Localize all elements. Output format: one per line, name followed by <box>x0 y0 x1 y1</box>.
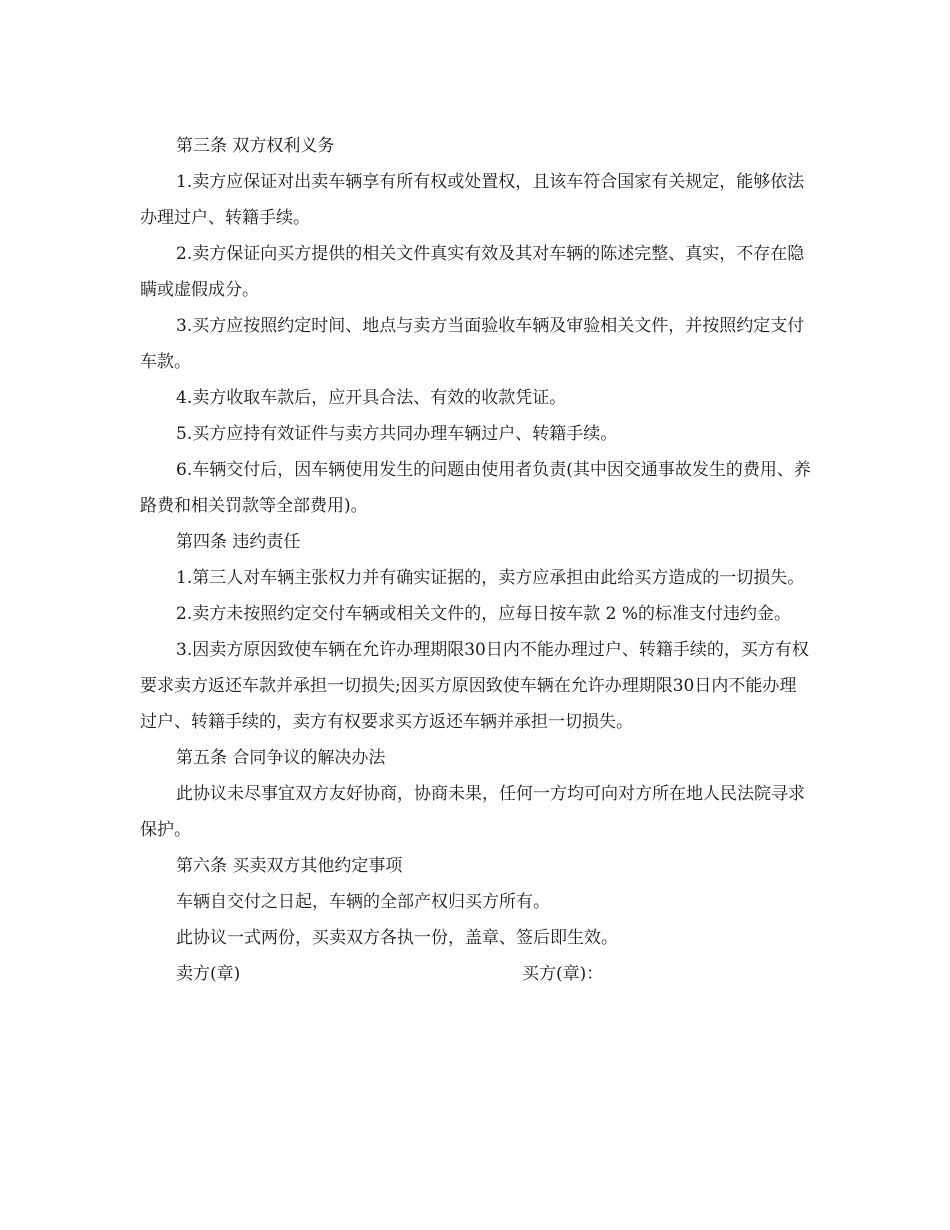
paragraph: 此协议一式两份，买卖双方各执一份，盖章、签后即生效。 <box>176 928 618 948</box>
paragraph: 2.卖方未按照约定交付车辆或相关文件的，应每日按车款 2 %的标准支付违约金。 <box>176 604 791 624</box>
paragraph: 1.第三人对车辆主张权力并有确实证据的，卖方应承担由此给买方造成的一切损失。 <box>176 568 805 588</box>
paragraph: 5.买方应持有效证件与卖方共同办理车辆过户、转籍手续。 <box>176 424 618 444</box>
seller-signature-label: 卖方(章) <box>176 964 241 984</box>
section-heading-6: 第六条 买卖双方其他约定事项 <box>176 856 403 876</box>
paragraph: 车辆自交付之日起，车辆的全部产权归买方所有。 <box>176 892 550 912</box>
paragraph: 6.车辆交付后，因车辆使用发生的问题由使用者负责(其中因交通事故发生的费用、养路费和相关罚款等全部费用)。 <box>140 460 811 516</box>
paragraph: 1.卖方应保证对出卖车辆享有所有权或处置权，且该车符合国家有关规定，能够依法办理过户、转籍手续。 <box>140 172 805 228</box>
signature-row <box>140 956 812 992</box>
section-heading-4: 第四条 违约责任 <box>176 532 301 552</box>
document-page <box>140 128 812 992</box>
paragraph: 此协议未尽事宜双方友好协商，协商未果，任何一方均可向对方所在地人民法院寻求保护。 <box>140 784 805 840</box>
paragraph: 4.卖方收取车款后，应开具合法、有效的收款凭证。 <box>176 388 567 408</box>
paragraph: 3.因卖方原因致使车辆在允许办理期限30日内不能办理过户、转籍手续的，买方有权要求卖方返还车款并承担一切损失;因买方原因致使车辆在允许办理期限30日内不能办理过户、转籍手续的，卖方有权要求买方返还车辆并承担一切损失。 <box>140 640 809 732</box>
buyer-signature-label: 买方(章)： <box>522 964 604 984</box>
paragraph: 2.卖方保证向买方提供的相关文件真实有效及其对车辆的陈述完整、真实，不存在隐瞒或虚假成分。 <box>140 244 805 300</box>
section-heading-3: 第三条 双方权利义务 <box>176 136 335 156</box>
paragraph: 3.买方应按照约定时间、地点与卖方当面验收车辆及审验相关文件，并按照约定支付车款。 <box>140 316 805 372</box>
section-heading-5: 第五条 合同争议的解决办法 <box>176 748 386 768</box>
